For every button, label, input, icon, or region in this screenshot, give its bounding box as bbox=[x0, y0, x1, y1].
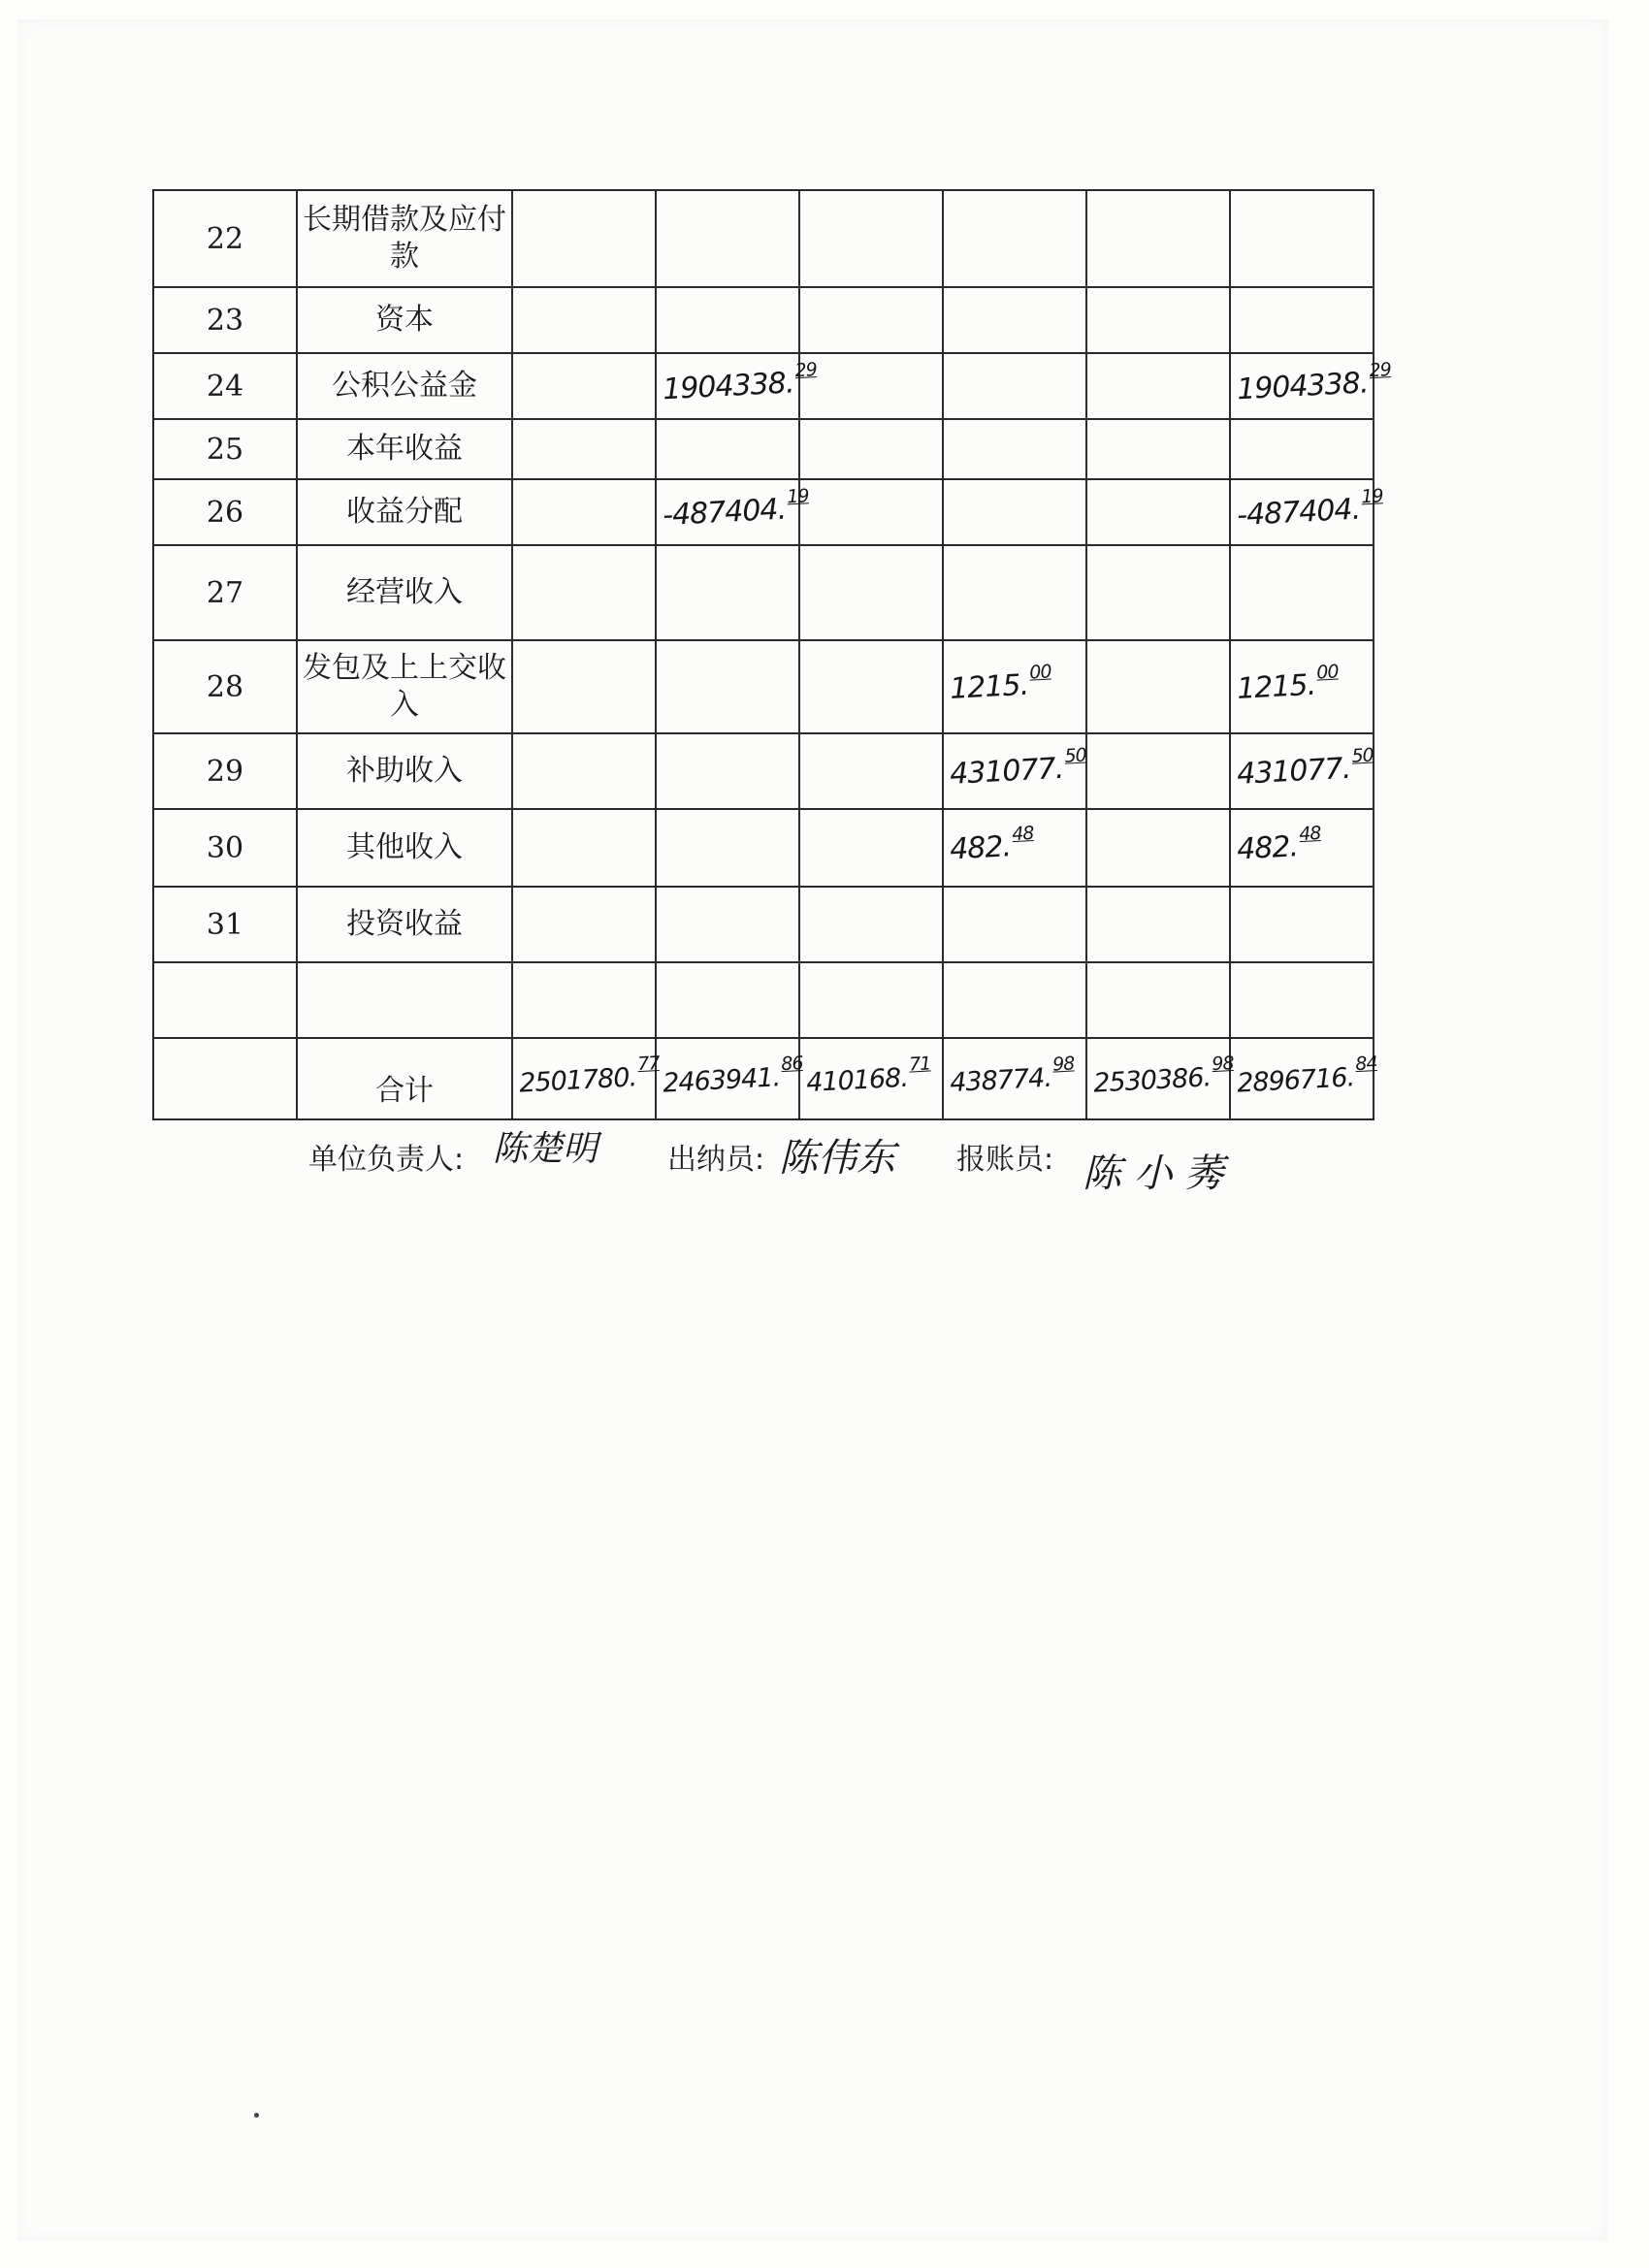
value-cell bbox=[1086, 287, 1230, 353]
value-cell bbox=[1086, 733, 1230, 809]
row-item-label: 收益分配 bbox=[297, 479, 512, 545]
value-cell bbox=[1230, 962, 1374, 1038]
value-cell bbox=[1230, 190, 1374, 287]
value-cell bbox=[656, 419, 799, 479]
value-cell bbox=[1086, 419, 1230, 479]
table-row bbox=[153, 733, 1374, 809]
value-cell bbox=[656, 287, 799, 353]
row-number: 23 bbox=[153, 287, 297, 353]
table-row bbox=[153, 479, 1374, 545]
row-number: 22 bbox=[153, 190, 297, 287]
handwritten-amount: 482.48 bbox=[1236, 822, 1322, 867]
value-cell bbox=[943, 640, 1086, 733]
handwritten-amount: 482.48 bbox=[949, 822, 1035, 867]
handwritten-amount: -487404.19 bbox=[1236, 485, 1384, 534]
value-cell bbox=[943, 733, 1086, 809]
table-row bbox=[153, 190, 1374, 287]
value-cell bbox=[656, 733, 799, 809]
value-cell bbox=[1086, 545, 1230, 640]
handwritten-amount: 1904338.29 bbox=[662, 359, 818, 407]
table-row bbox=[153, 962, 1374, 1038]
value-cell bbox=[1086, 887, 1230, 962]
handwritten-amount: 410168.71 bbox=[805, 1053, 931, 1099]
handwritten-amount: 2530386.98 bbox=[1092, 1053, 1235, 1099]
value-cell bbox=[656, 545, 799, 640]
value-cell bbox=[512, 190, 656, 287]
value-cell bbox=[943, 287, 1086, 353]
value-cell bbox=[1086, 353, 1230, 419]
value-cell bbox=[512, 419, 656, 479]
handwritten-amount: 1215.00 bbox=[1236, 661, 1340, 706]
value-cell bbox=[943, 962, 1086, 1038]
unit-head-signature: 陈楚明 bbox=[493, 1129, 598, 1169]
ledger-body bbox=[153, 190, 1392, 1119]
table-row bbox=[153, 419, 1374, 479]
row-item-label: 其他收入 bbox=[297, 809, 512, 887]
row-item-label: 长期借款及应付款 bbox=[297, 190, 512, 287]
row-number bbox=[153, 962, 297, 1038]
row-number: 24 bbox=[153, 353, 297, 419]
value-cell bbox=[656, 640, 799, 733]
value-cell bbox=[943, 1038, 1086, 1119]
value-cell bbox=[799, 545, 943, 640]
row-number: 30 bbox=[153, 809, 297, 887]
value-cell bbox=[943, 353, 1086, 419]
value-cell bbox=[1086, 190, 1230, 287]
value-cell bbox=[1230, 545, 1374, 640]
value-cell bbox=[512, 640, 656, 733]
row-number: 27 bbox=[153, 545, 297, 640]
handwritten-amount: -487404.19 bbox=[662, 485, 810, 534]
table-row bbox=[153, 640, 1374, 733]
handwritten-amount: 431077.50 bbox=[1236, 744, 1374, 792]
value-cell bbox=[512, 1038, 661, 1119]
unit-head-label: 单位负责人: bbox=[308, 1143, 465, 1177]
value-cell bbox=[512, 887, 656, 962]
value-cell bbox=[512, 809, 656, 887]
handwritten-amount: 2501780.77 bbox=[518, 1053, 661, 1099]
row-item-label bbox=[297, 962, 512, 1038]
table-row bbox=[153, 287, 1374, 353]
value-cell bbox=[656, 479, 810, 545]
value-cell bbox=[799, 479, 943, 545]
value-cell bbox=[656, 353, 818, 419]
value-cell bbox=[512, 353, 656, 419]
value-cell bbox=[799, 962, 943, 1038]
value-cell bbox=[799, 809, 943, 887]
value-cell bbox=[943, 419, 1086, 479]
value-cell bbox=[799, 887, 943, 962]
value-cell bbox=[1230, 640, 1374, 733]
ledger-table bbox=[152, 189, 1392, 1120]
row-number: 31 bbox=[153, 887, 297, 962]
value-cell bbox=[799, 640, 943, 733]
value-cell bbox=[1230, 353, 1392, 419]
value-cell bbox=[1230, 887, 1374, 962]
row-number: 25 bbox=[153, 419, 297, 479]
table-row bbox=[153, 545, 1374, 640]
row-item-label: 经营收入 bbox=[297, 545, 512, 640]
paper-speck bbox=[254, 2113, 259, 2118]
value-cell bbox=[943, 545, 1086, 640]
value-cell bbox=[1086, 809, 1230, 887]
value-cell bbox=[656, 1038, 804, 1119]
value-cell bbox=[656, 809, 799, 887]
value-cell bbox=[943, 809, 1086, 887]
value-cell bbox=[1086, 640, 1230, 733]
value-cell bbox=[1230, 479, 1384, 545]
table-row bbox=[153, 353, 1374, 419]
table-row bbox=[153, 887, 1374, 962]
row-item-label: 补助收入 bbox=[297, 733, 512, 809]
row-item-label: 本年收益 bbox=[297, 419, 512, 479]
table-row bbox=[153, 809, 1374, 887]
cashier-label: 出纳员: bbox=[667, 1143, 765, 1177]
reporter-signature: 陈 小 莠 bbox=[1083, 1151, 1224, 1196]
value-cell bbox=[656, 190, 799, 287]
row-item-label: 公积公益金 bbox=[297, 353, 512, 419]
value-cell bbox=[512, 545, 656, 640]
cashier-signature: 陈伟东 bbox=[779, 1136, 895, 1181]
value-cell bbox=[943, 190, 1086, 287]
value-cell bbox=[656, 962, 799, 1038]
value-cell bbox=[1230, 1038, 1378, 1119]
value-cell bbox=[1230, 809, 1374, 887]
value-cell bbox=[799, 419, 943, 479]
handwritten-amount: 431077.50 bbox=[949, 744, 1087, 792]
row-item-label: 合计 bbox=[297, 1038, 512, 1119]
row-item-label: 投资收益 bbox=[297, 887, 512, 962]
value-cell bbox=[1230, 733, 1374, 809]
row-number: 29 bbox=[153, 733, 297, 809]
value-cell bbox=[799, 353, 943, 419]
handwritten-amount: 1904338.29 bbox=[1236, 359, 1392, 407]
value-cell bbox=[512, 962, 656, 1038]
value-cell bbox=[799, 733, 943, 809]
table-row bbox=[153, 1038, 1374, 1119]
row-number: 28 bbox=[153, 640, 297, 733]
value-cell bbox=[799, 287, 943, 353]
value-cell bbox=[512, 733, 656, 809]
handwritten-amount: 2896716.84 bbox=[1236, 1053, 1378, 1099]
value-cell bbox=[1230, 419, 1374, 479]
value-cell bbox=[512, 287, 656, 353]
value-cell bbox=[656, 887, 799, 962]
value-cell bbox=[799, 1038, 943, 1119]
value-cell bbox=[1086, 1038, 1235, 1119]
value-cell bbox=[512, 479, 656, 545]
reporter-label: 报账员: bbox=[956, 1143, 1054, 1177]
row-number bbox=[153, 1038, 297, 1119]
value-cell bbox=[1086, 962, 1230, 1038]
value-cell bbox=[943, 479, 1086, 545]
row-number: 26 bbox=[153, 479, 297, 545]
handwritten-amount: 438774.98 bbox=[949, 1053, 1075, 1099]
row-item-label: 资本 bbox=[297, 287, 512, 353]
row-item-label: 发包及上上交收入 bbox=[297, 640, 512, 733]
value-cell bbox=[799, 190, 943, 287]
handwritten-amount: 1215.00 bbox=[949, 661, 1052, 706]
handwritten-amount: 2463941.86 bbox=[662, 1053, 804, 1099]
value-cell bbox=[943, 887, 1086, 962]
value-cell bbox=[1086, 479, 1230, 545]
value-cell bbox=[1230, 287, 1374, 353]
